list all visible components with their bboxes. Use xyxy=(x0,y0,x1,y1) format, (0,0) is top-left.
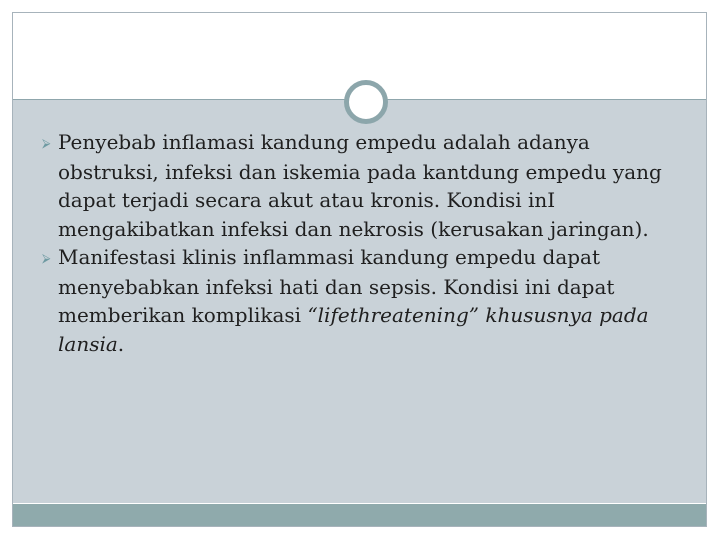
bullet-item-1 xyxy=(42,128,692,243)
bullet-text: Penyebab inflamasi kandung empedu adalah adanya obstruksi, infeksi dan iskemia pada kantdung empedu yang dapat terjadi secara akut atau kronis. Kondisi inI mengakibatkan infeksi dan nekrosis (kerusakan jaringan). xyxy=(58,130,662,241)
bullet-text-italic: “lifethreatening” khususnya pada lansia xyxy=(58,303,649,356)
circle-ornament-icon xyxy=(344,80,388,124)
bullet-arrow-icon: ⮚ xyxy=(42,136,51,150)
bullet-text: Manifestasi klinis inflammasi kandung empedu dapat menyebabkan infeksi hati dan sepsis. Kondisi ini dapat memberikan komplikasi xyxy=(58,245,615,327)
bullet-arrow-icon: ⮚ xyxy=(42,251,51,265)
bullet-text-end: . xyxy=(117,331,125,356)
bullet-item-2 xyxy=(42,243,692,358)
footer-band xyxy=(13,504,706,526)
slide-body xyxy=(42,128,692,358)
